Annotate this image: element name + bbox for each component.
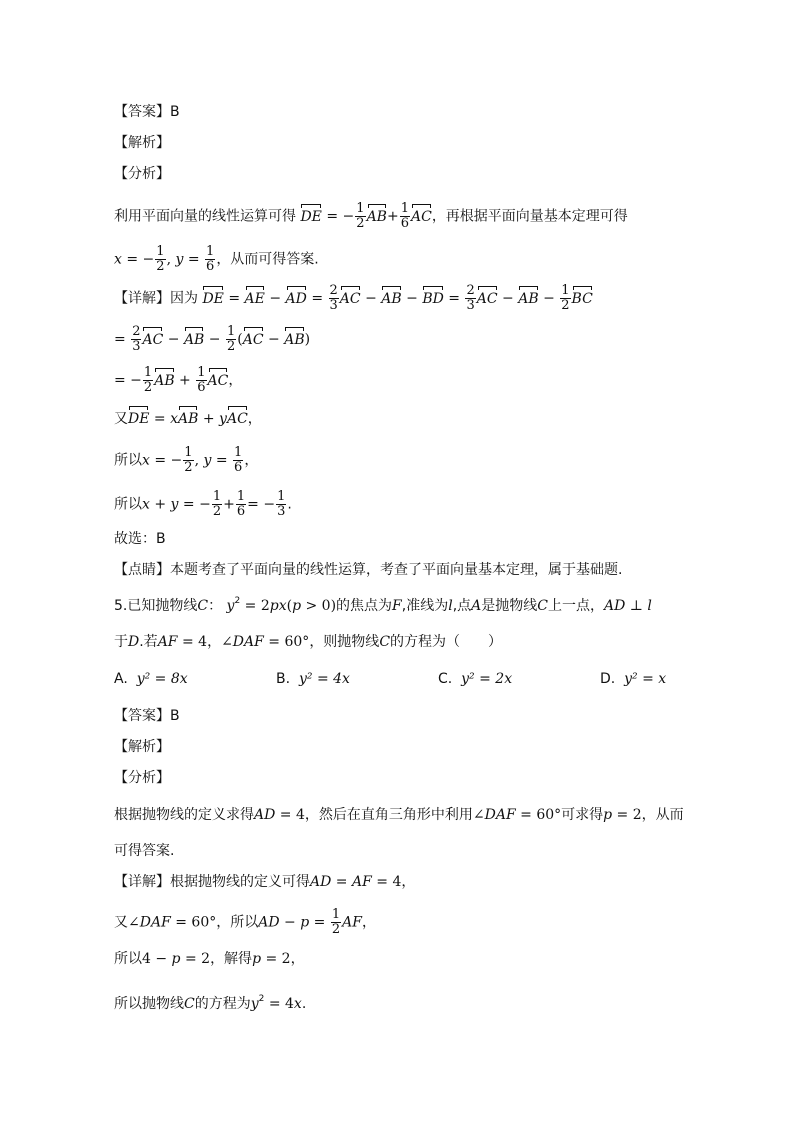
question-5-line-2: 于D.若AF = 4，∠DAF = 60°，则抛物线C的方程为（ ） <box>114 634 503 650</box>
option-letter: D. <box>600 671 616 687</box>
detail-2-line-3: 所以4 − p = 2，解得p = 2， <box>114 951 305 967</box>
text-fangcheng: 的方程为 <box>194 996 251 1012</box>
option-d[interactable] <box>600 670 666 688</box>
guxuan-line: 故选：B <box>114 531 166 547</box>
detail-line-3: = − $\frac{1}{2}$ AB + $\frac{1}{6}$ AC， <box>114 365 243 395</box>
text-suoyi: 所以 <box>114 951 142 967</box>
fenxi-xy-line: x = − $\frac{1}{2}$ , y = $\frac{1}{6}$ ，从而可得答案. <box>114 244 319 274</box>
fenxi-text-1b: ，再根据平面向量基本定理可得 <box>431 208 628 225</box>
answer-line-2 <box>114 707 180 725</box>
q5-text: ，则抛物线 <box>309 634 380 650</box>
comma: ， <box>290 951 305 967</box>
dianjing-label: 【点睛】 <box>114 562 170 578</box>
answer-line-1 <box>114 103 180 121</box>
answer-label: 【答案】 <box>114 104 170 120</box>
question-5-line-1: 5.已知抛物线C： $y^2 = 2px(p > 0)$的焦点为F,准线为l,点A是抛物线C上一点，AD ⊥ l <box>114 596 652 614</box>
answer-label: 【答案】 <box>114 708 170 724</box>
fenxi-heading-1: 【分析】 <box>114 166 170 182</box>
vector-DE: DE <box>300 208 322 225</box>
period: . <box>301 996 307 1012</box>
fenxi-text-2: 根据抛物线的定义求得AD = 4，然后在直角三角形中利用∠DAF = 60°可求得p = 2，从而 <box>114 807 684 823</box>
comma: ， <box>401 874 416 890</box>
fenxi-heading-2: 【分析】 <box>114 770 170 786</box>
text-you: 又 <box>114 411 128 427</box>
q5-text: ,准线为 <box>401 598 449 614</box>
q5-text: 的方程为（ ） <box>390 634 503 650</box>
option-letter: C. <box>438 671 453 687</box>
detail-line-2: = $\frac{2}{3}$ AC − AB − $\frac{1}{2}$ (AC − AB) <box>114 324 311 354</box>
option-expr: y² = 8x <box>136 671 188 687</box>
question-number: 5. <box>114 598 128 614</box>
option-c[interactable] <box>438 670 512 688</box>
option-b[interactable] <box>276 670 350 688</box>
q5-text: 于 <box>114 634 128 650</box>
text-suoyi: ，所以 <box>216 914 259 931</box>
detail-label: 【详解】 <box>114 874 170 890</box>
text-suoyi: 所以 <box>114 496 142 513</box>
fenxi-text-1c: ，从而可得答案. <box>216 251 319 268</box>
q5-text: ， <box>207 634 222 650</box>
fenxi-text-2b: ，然后在直角三角形中利用 <box>304 807 473 823</box>
text-you: 又 <box>114 914 128 931</box>
q5-text: 已知抛物线 <box>127 598 198 614</box>
comma: ， <box>247 411 262 427</box>
detail-2-line-4: 所以抛物线C的方程为$y^2 = 4x$. <box>114 994 307 1012</box>
detail-line-1: 【详解】因为 DE = AE − AD = $\frac{2}{3}$ AC − AB − BD = $\frac{2}{3}$ AC − AB − $\frac{1}{2}$ BC <box>114 283 593 313</box>
fenxi-text-1a: 利用平面向量的线性运算可得 <box>114 208 296 225</box>
fraction-1-2: $\frac{1}{2}$ <box>356 201 365 231</box>
fenxi-text-2c: 可求得 <box>561 807 604 823</box>
option-letter: A. <box>114 671 128 687</box>
comma: ， <box>361 914 376 931</box>
q5-text: ,点 <box>452 598 472 614</box>
detail-label: 【详解】 <box>114 290 170 307</box>
fenxi-text-2-cont: 可得答案. <box>114 843 175 859</box>
option-expr: y² = 2x <box>461 671 513 687</box>
dianjing-line <box>114 561 622 579</box>
detail-2-line-1: 【详解】根据抛物线的定义可得AD = AF = 4， <box>114 874 416 890</box>
q5-text: 是抛物线 <box>481 598 538 614</box>
answer-value: B <box>170 104 180 120</box>
text-jiede: ，解得 <box>210 951 253 967</box>
comma: ， <box>228 372 243 389</box>
dianjing-text: 本题考查了平面向量的线性运算，考查了平面向量基本定理，属于基础题. <box>170 562 623 578</box>
option-letter: B. <box>276 671 291 687</box>
detail-text: 根据抛物线的定义可得 <box>170 874 310 890</box>
detail-intro: 因为 <box>170 290 198 307</box>
fenxi-text-1: 利用平面向量的线性运算可得 DE = − $\frac{1}{2}$ AB+ $\frac{1}{6}$ AC，再根据平面向量基本定理可得 <box>114 201 628 231</box>
option-expr: y² = 4x <box>298 671 350 687</box>
option-a[interactable] <box>114 670 188 688</box>
fenxi-text-2a: 根据抛物线的定义求得 <box>114 807 254 823</box>
q5-text: 上一点， <box>547 598 604 614</box>
option-expr: y² = x <box>624 671 667 687</box>
analysis-heading-1: 【解析】 <box>114 135 170 151</box>
answer-value: B <box>170 708 180 724</box>
detail-line-5: 所以x = − $\frac{1}{2}$ , y = $\frac{1}{6}$ ， <box>114 445 259 475</box>
fenxi-text-2d: ，从而 <box>641 807 684 823</box>
q5-text: 的焦点为 <box>336 598 393 614</box>
detail-line-4: 又DE = xAB + yAC， <box>114 411 262 427</box>
analysis-heading-2: 【解析】 <box>114 739 170 755</box>
period: . <box>287 496 292 513</box>
text-suoyi-paowuxian: 所以抛物线 <box>114 996 184 1012</box>
q5-text: .若 <box>139 634 158 650</box>
detail-2-line-2: 又∠DAF = 60°，所以AD − p = $\frac{1}{2}$ AF， <box>114 907 376 937</box>
comma: ， <box>244 452 259 469</box>
text-suoyi: 所以 <box>114 452 142 469</box>
detail-line-6: 所以x + y = − $\frac{1}{2}$ + $\frac{1}{6}$ = − $\frac{1}{3}$ . <box>114 489 292 519</box>
